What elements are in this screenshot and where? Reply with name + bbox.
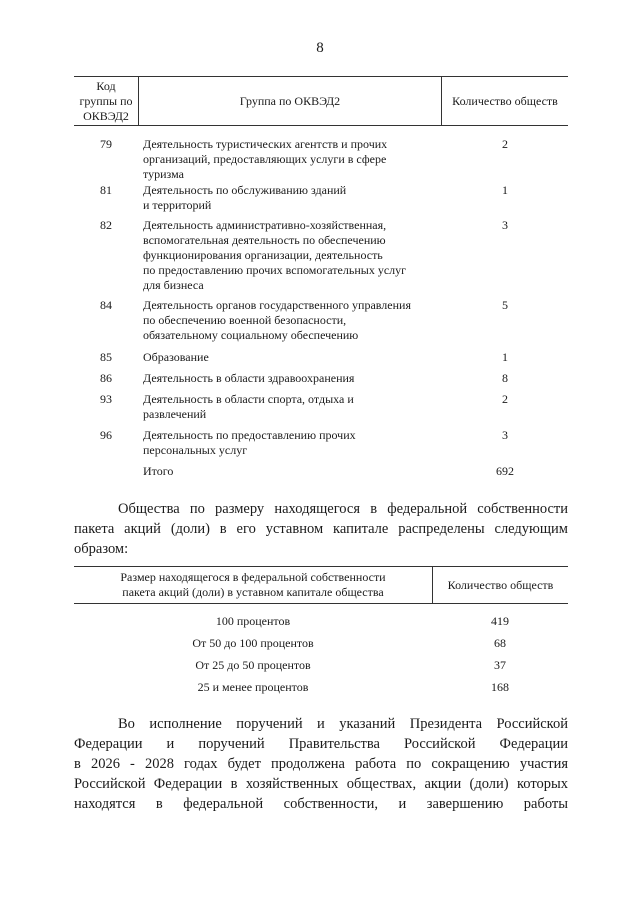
row-count: 2	[502, 137, 508, 151]
paragraph-line: пакета акций (доли) в его уставном капитале распределены следующим	[74, 521, 568, 537]
table-row	[74, 218, 568, 298]
page-number: 8	[316, 40, 324, 56]
row-name: Деятельность в области спорта, отдыха и развлечений	[143, 392, 354, 421]
header-count: Количество обществ	[452, 94, 558, 108]
row-count: 168	[491, 680, 509, 694]
row-name: Образование	[143, 350, 209, 364]
row-code: 93	[100, 392, 112, 406]
table-row	[74, 680, 568, 702]
header-code: Код группы по ОКВЭД2	[79, 79, 133, 123]
paragraph-line: в 2026 - 2028 годах будет продолжена работа по сокращению участия	[74, 756, 568, 772]
row-name: Итого	[143, 464, 174, 478]
table-row	[74, 614, 568, 636]
table-row	[74, 298, 568, 350]
table-row	[74, 658, 568, 680]
paragraph-line: находятся в федеральной собственности, и завершению работы	[74, 796, 568, 812]
row-name: Деятельность органов государственного управления по обеспечению военной безопасности, обязательному социальному обеспечению	[143, 298, 411, 342]
paragraph-distribution	[74, 499, 568, 559]
row-name: Деятельность туристических агентств и прочих организаций, предоставляющих услуги в сфере туризма	[143, 137, 388, 181]
row-count: 37	[494, 658, 506, 672]
row-name: Деятельность по предоставлению прочих персональных услуг	[143, 428, 356, 457]
paragraph-line: Общества по размеру находящегося в федеральной собственности	[118, 501, 568, 517]
paragraph-line: Федерации и поручений Правительства Российской Федерации	[74, 736, 568, 752]
paragraph-line: образом:	[74, 541, 129, 557]
row-count: 3	[502, 218, 508, 232]
row-count: 8	[502, 371, 508, 385]
header-size: Размер находящегося в федеральной собственности пакета акций (доли) в уставном капитале общества	[120, 570, 386, 599]
okved-table-header	[74, 76, 568, 126]
header-count: Количество обществ	[432, 567, 568, 604]
row-name: Деятельность по обслуживанию зданий и территорий	[143, 183, 347, 212]
table-row	[74, 350, 568, 371]
okved-table-body	[74, 137, 568, 482]
row-size: От 50 до 100 процентов	[192, 636, 314, 650]
table-row	[74, 636, 568, 658]
row-code: 85	[100, 350, 112, 364]
row-count: 419	[491, 614, 509, 628]
stake-table	[74, 566, 568, 694]
row-code: 84	[100, 298, 112, 312]
row-count: 68	[494, 636, 506, 650]
row-code: 82	[100, 218, 112, 232]
table-row	[74, 183, 568, 218]
table-row	[74, 371, 568, 392]
row-size: 25 и менее процентов	[197, 680, 309, 694]
paragraph-line: Российской Федерации в хозяйственных обществах, акции (доли) которых	[74, 776, 568, 792]
okved-table	[74, 76, 568, 478]
stake-table-header	[74, 566, 568, 604]
table-row	[74, 392, 568, 428]
row-code: 81	[100, 183, 112, 197]
stake-table-body	[74, 614, 568, 702]
header-group: Группа по ОКВЭД2	[138, 77, 442, 126]
row-code: 86	[100, 371, 112, 385]
table-row-total	[74, 464, 568, 482]
row-count: 1	[502, 183, 508, 197]
row-size: 100 процентов	[215, 614, 291, 628]
table-row	[74, 428, 568, 464]
row-size: От 25 до 50 процентов	[195, 658, 311, 672]
row-name: Деятельность административно-хозяйственная, вспомогательная деятельность по обеспечению функционирования организации, деятельность по предоставлению прочих вспомогательных услуг для бизнеса	[143, 218, 407, 292]
paragraph-line: Во исполнение поручений и указаний Президента Российской	[118, 716, 568, 732]
row-count: 692	[496, 464, 514, 478]
row-count: 1	[502, 350, 508, 364]
paragraph-instructions	[74, 714, 568, 814]
row-code: 96	[100, 428, 112, 442]
table-row	[74, 137, 568, 183]
row-name: Деятельность в области здравоохранения	[143, 371, 355, 385]
row-count: 3	[502, 428, 508, 442]
row-code: 79	[100, 137, 112, 151]
row-count: 5	[502, 298, 508, 312]
row-count: 2	[502, 392, 508, 406]
